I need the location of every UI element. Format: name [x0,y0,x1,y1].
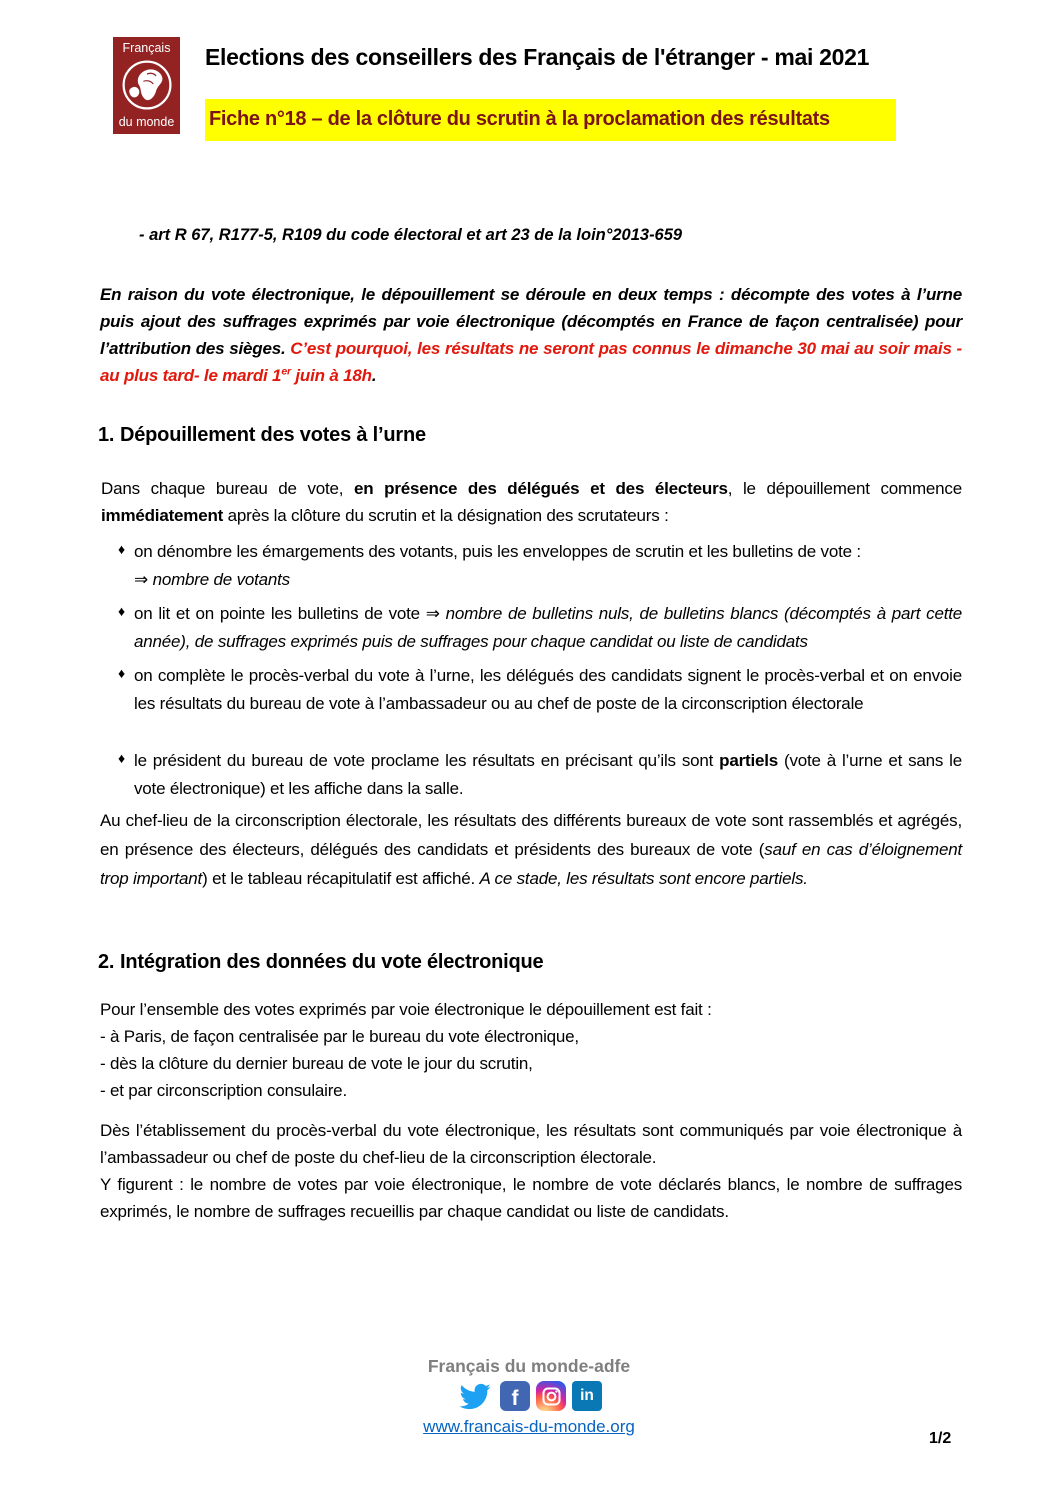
brand-logo [113,37,180,134]
s2-line-4: - et par circonscription consulaire. [100,1081,347,1100]
s2-line-2: - à Paris, de façon centralisée par le bureau du vote électronique, [100,1027,579,1046]
bullet1-italic: nombre de votants [152,569,290,589]
s1-seg4-bold: immédiatement [101,506,224,525]
section1-paragraph [101,475,962,529]
legal-reference: - art R 67, R177-5, R109 du code électoral et art 23 de la loin°2013-659 [139,226,683,244]
intro-paragraph [100,281,962,389]
bullet4-text: le président du bureau de vote proclame les résultats en précisant qu’ils sont [134,751,720,770]
section2-title: Intégration des données du vote électronique [120,951,544,973]
facebook-letter: f [511,1387,519,1410]
website-link[interactable]: www.francais-du-monde.org [423,1417,635,1436]
bullet4-text-end: (vote à l’urne et sans le vote électronique) et les affiche dans la salle. [134,751,962,798]
section2-paragraph [100,1117,962,1225]
section2-heading [98,951,544,974]
intro-text-red-end: juin à 18h [290,366,372,385]
diamond-bullet-icon: ♦ [118,541,126,557]
logo-text-top: Français [122,41,171,55]
s2-para-2: Y figurent : le nombre de votes par voie électronique, le nombre de vote déclarés blancs, le nombre de suffrages exprimés, le nombre de suffrages recueillis par chaque candidat ou liste de candidats. [100,1175,962,1221]
globe-icon [120,58,174,112]
section1-number: 1. [98,424,115,446]
page-number: 1/2 [929,1430,952,1447]
bullet4-bold: partiels [719,751,779,770]
s2-line-1: Pour l’ensemble des votes exprimés par voie électronique le dépouillement est fait : [100,1000,712,1019]
section1-closing-paragraph [100,806,962,893]
footer-brand: Français du monde-adfe [427,1356,631,1376]
bullet-item-3 [118,662,962,717]
bullet1-arrow: ⇒ [134,569,153,589]
section2-number: 2. [98,951,115,973]
bullet3-text: on complète le procès-verbal du vote à l’urne, les délégués des candidats signent le procès-verbal et on envoie les résultats du bureau de vote à l’ambassadeur ou au chef de poste de la circonscription électorale [134,666,962,713]
closing-seg4-italic: A ce stade, les résultats sont encore partiels. [479,869,808,888]
fiche-subtitle: Fiche n°18 – de la clôture du scrutin à la proclamation des résultats [205,99,896,141]
s1-seg2-bold: en présence des délégués et des électeurs [354,479,728,498]
s1-seg5: après la clôture du scrutin et la désignation des scrutateurs : [223,506,669,525]
closing-seg2-italic: sauf en cas d’éloignement trop important [100,840,962,888]
bullet2-text: on lit et on pointe les bulletins de vote ⇒ [134,604,446,623]
intro-superscript: er [281,365,291,378]
intro-text-black: En raison du vote électronique, le dépouillement se déroule en deux temps : décompte des votes à l’urne puis ajout des suffrages exprimés par voie électronique (décomptés en France de façon centralisée) pour l’attribution des sièges. [100,285,962,358]
twitter-icon[interactable] [456,1381,494,1412]
diamond-bullet-icon: ♦ [118,665,126,681]
diamond-bullet-icon: ♦ [118,603,126,619]
diamond-bullet-icon: ♦ [118,750,126,766]
s1-seg1: Dans chaque bureau de vote, [101,479,355,498]
bullet-item-1 [118,538,962,593]
s2-line-3: - dès la clôture du dernier bureau de vote le jour du scrutin, [100,1054,533,1073]
section1-title: Dépouillement des votes à l’urne [120,424,426,446]
facebook-icon[interactable] [500,1381,530,1411]
linkedin-icon[interactable] [572,1381,602,1411]
bullet-item-4 [118,747,962,802]
closing-seg3: ) et le tableau récapitulatif est affiché. [202,869,480,888]
section1-heading [98,424,426,447]
closing-seg1: Au chef-lieu de la circonscription électorale, les résultats des différents bureaux de vote sont rassemblés et agrégés, en présence des électeurs, délégués des candidats et présidents des bureaux de vote ( [100,811,962,859]
bullet1-text: on dénombre les émargements des votants, puis les enveloppes de scrutin et les bulletins de vote : [134,542,861,561]
s1-seg3: , le dépouillement commence [727,479,962,498]
instagram-icon[interactable] [536,1381,566,1411]
intro-final-period: . [371,366,377,385]
logo-text-bottom: du monde [118,115,175,129]
website-link-row [0,1417,1058,1437]
section2-list [100,996,962,1104]
instagram-camera-glyph [542,1387,561,1406]
intro-text-red: C’est pourquoi, les résultats ne seront pas connus le dimanche 30 mai au soir mais - au plus tard- le mardi 1 [100,339,962,385]
social-icons-row [0,1378,1058,1414]
bullet-item-2 [118,600,962,655]
linkedin-letters: in [580,1387,594,1404]
document-title: Elections des conseillers des Français de l'étranger - mai 2021 [205,44,870,70]
bullet2-italic: nombre de bulletins nuls, de bulletins blancs (décomptés à part cette année), de suffrages exprimés puis de suffrages pour chaque candidat ou liste de candidats [134,604,962,651]
s2-para-1: Dès l’établissement du procès-verbal du vote électronique, les résultats sont communiqués par voie électronique à l’ambassadeur ou chef de poste du chef-lieu de la circonscription électorale. [100,1121,962,1167]
